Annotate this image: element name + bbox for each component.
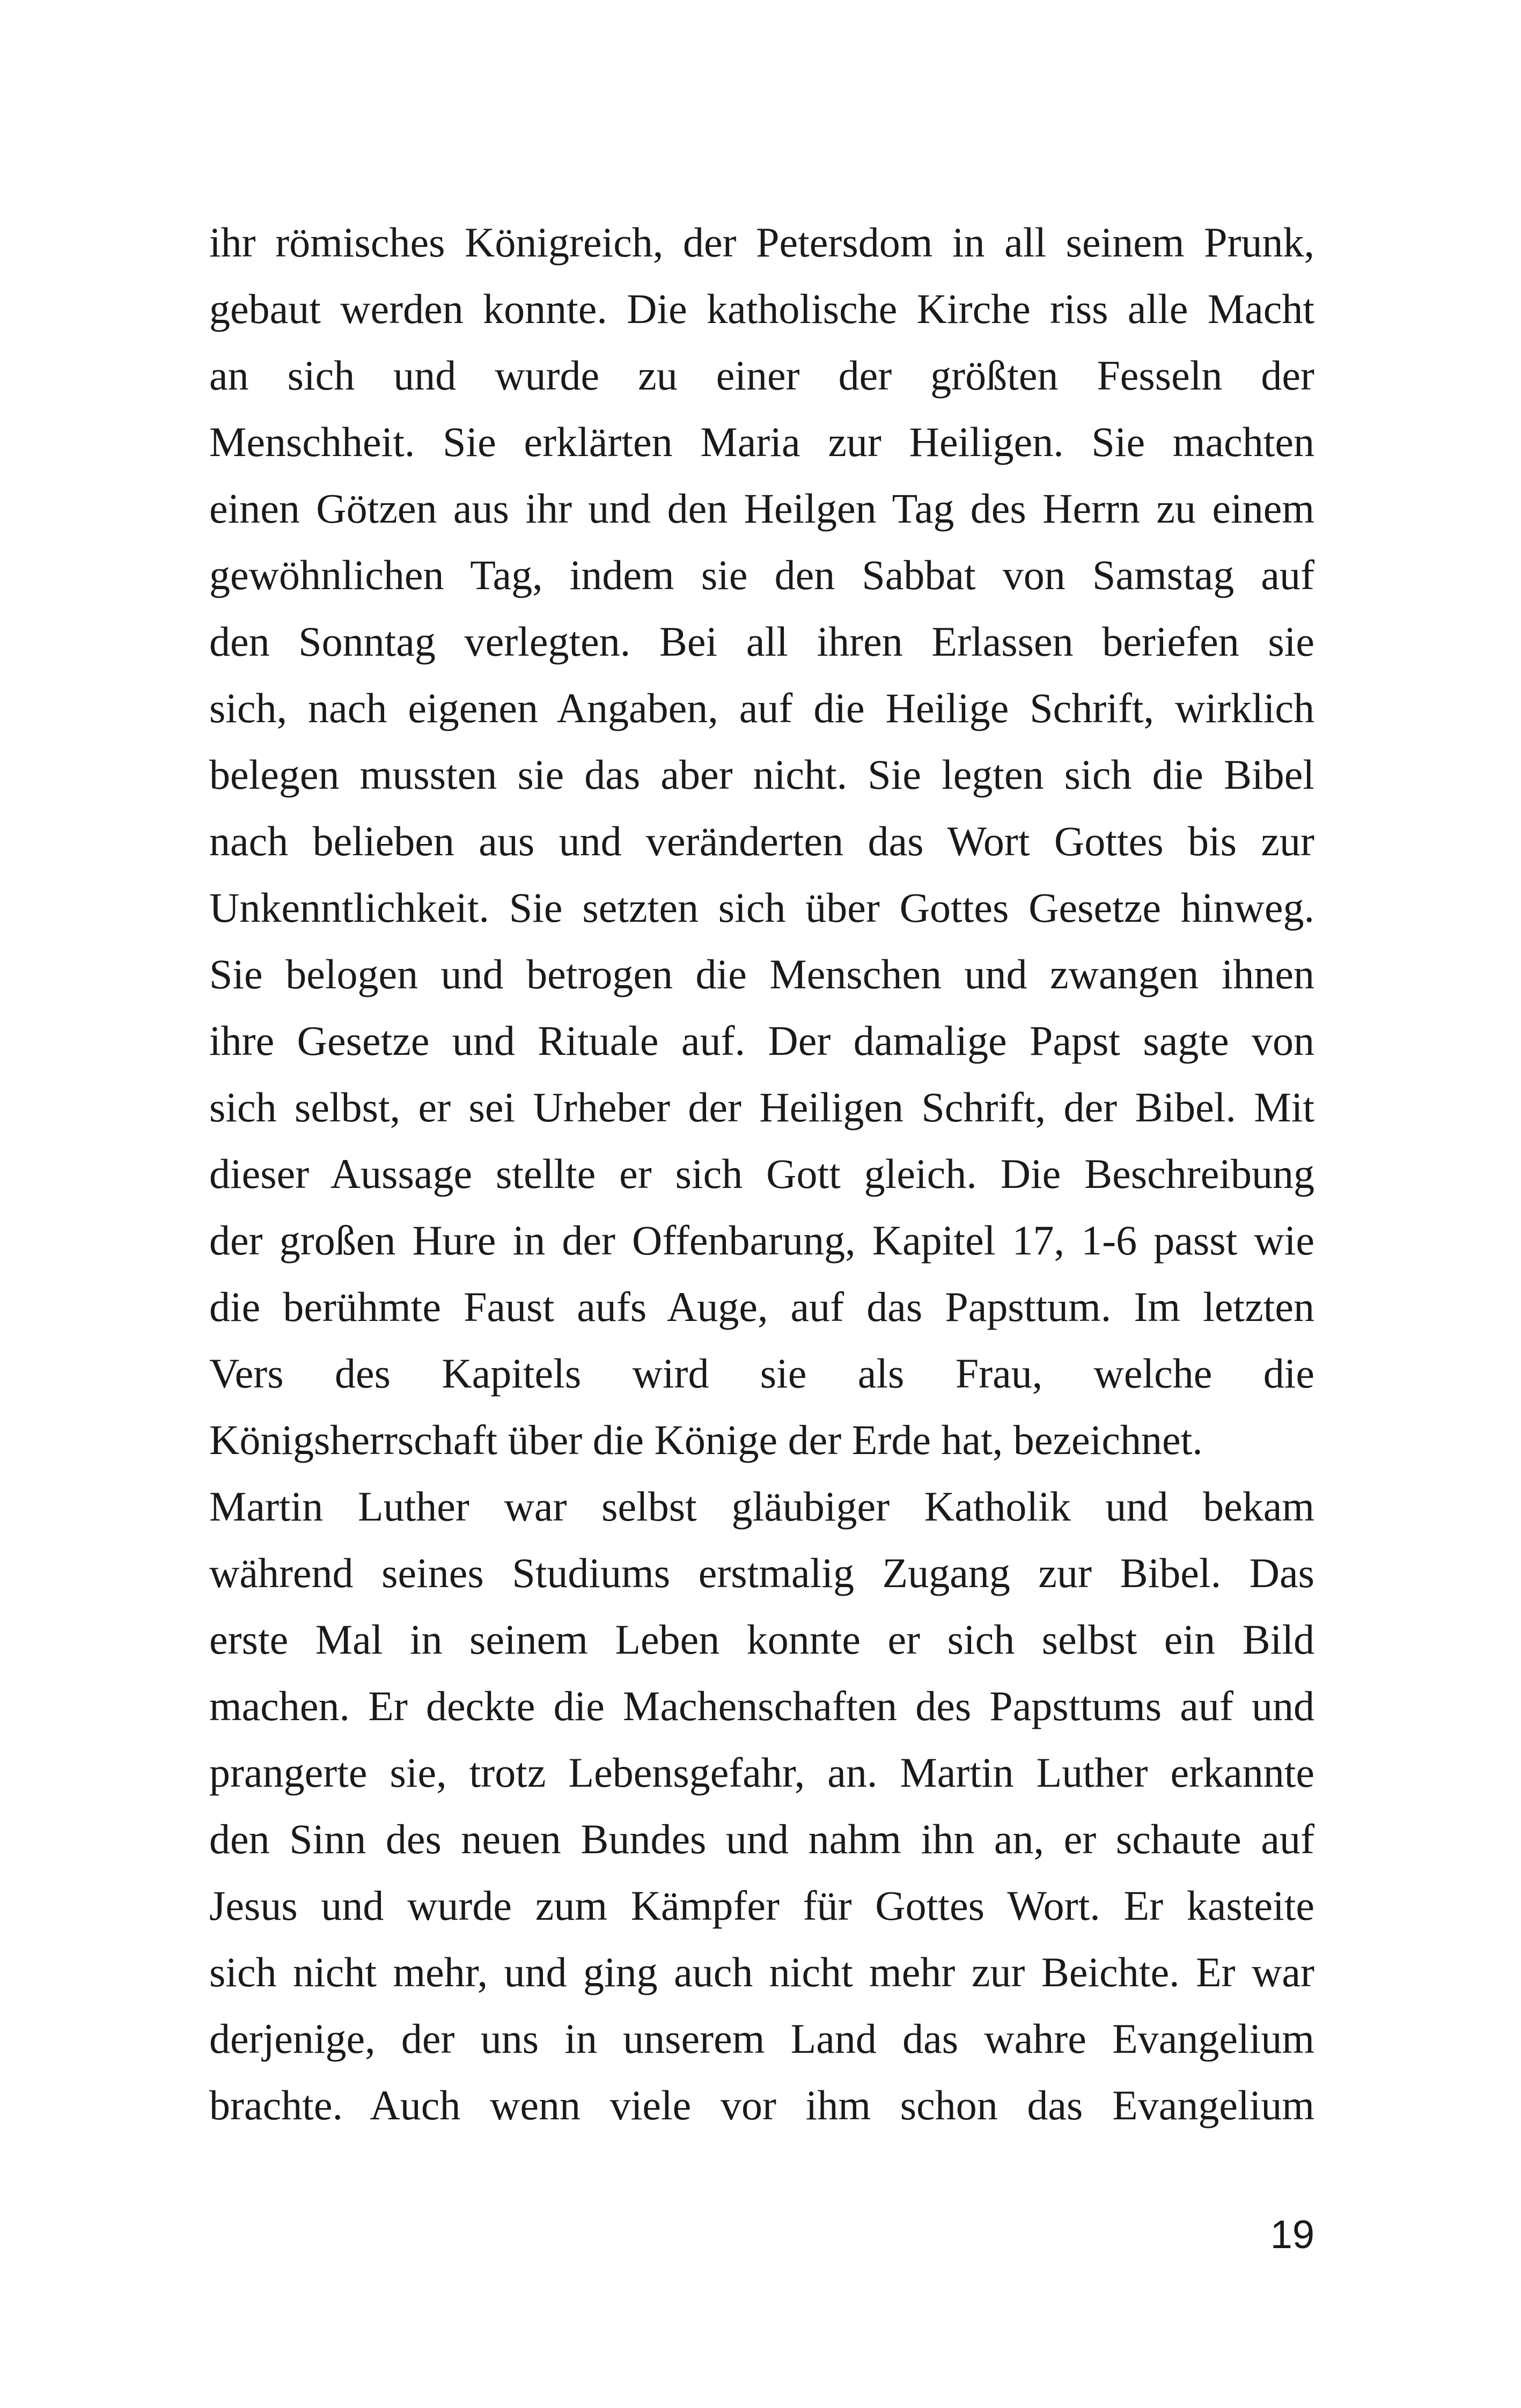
text-line: prangerte sie, trotz Lebensgefahr, an. Martin Luther erkannte (209, 1749, 1314, 1796)
text-line: nach belieben aus und veränderten das Wort Gottes bis zur (209, 818, 1314, 864)
text-line: den Sinn des neuen Bundes und nahm ihn an, er schaute auf (209, 1816, 1314, 1862)
text-line: einen Götzen aus ihr und den Heilgen Tag des Herrn zu einem (209, 485, 1314, 532)
text-line: dieser Aussage stellte er sich Gott gleich. Die Beschreibung (209, 1150, 1314, 1197)
text-line: gebaut werden konnte. Die katholische Kirche riss alle Macht (209, 285, 1314, 332)
text-line: Sie belogen und betrogen die Menschen und zwangen ihnen (209, 951, 1314, 997)
text-line: brachte. Auch wenn viele vor ihm schon das Evangelium (209, 2082, 1314, 2128)
text-line: Jesus und wurde zum Kämpfer für Gottes Wort. Er kasteite (209, 1882, 1314, 1929)
page-number: 19 (1270, 2212, 1314, 2257)
text-line: Martin Luther war selbst gläubiger Katholik und bekam (209, 1483, 1314, 1530)
text-line: belegen mussten sie das aber nicht. Sie legten sich die Bibel (209, 751, 1314, 798)
text-line: Vers des Kapitels wird sie als Frau, welche die (209, 1350, 1314, 1397)
text-line: ihr römisches Königreich, der Petersdom in all seinem Prunk, (209, 219, 1314, 266)
text-line: Unkenntlichkeit. Sie setzten sich über Gottes Gesetze hinweg. (209, 884, 1314, 931)
text-line: sich selbst, er sei Urheber der Heiligen Schrift, der Bibel. Mit (209, 1084, 1314, 1130)
text-line: derjenige, der uns in unserem Land das wahre Evangelium (209, 2015, 1314, 2062)
text-line: sich nicht mehr, und ging auch nicht mehr zur Beichte. Er war (209, 1949, 1314, 1995)
text-line: den Sonntag verlegten. Bei all ihren Erlassen beriefen sie (209, 618, 1314, 665)
text-line: erste Mal in seinem Leben konnte er sich selbst ein Bild (209, 1616, 1314, 1663)
text-line: Menschheit. Sie erklärten Maria zur Heiligen. Sie machten (209, 419, 1314, 465)
text-line: an sich und wurde zu einer der größten Fesseln der (209, 352, 1314, 399)
text-line: machen. Er deckte die Machenschaften des Papsttums auf und (209, 1683, 1314, 1729)
text-line: ihre Gesetze und Rituale auf. Der damalige Papst sagte von (209, 1017, 1314, 1064)
text-line: sich, nach eigenen Angaben, auf die Heilige Schrift, wirklich (209, 685, 1314, 731)
text-line: während seines Studiums erstmalig Zugang zur Bibel. Das (209, 1550, 1314, 1596)
text-line: der großen Hure in der Offenbarung, Kapitel 17, 1-6 passt wie (209, 1217, 1314, 1264)
text-line: Königsherrschaft über die Könige der Erde hat, bezeichnet. (209, 1416, 1203, 1463)
body-text (209, 209, 1314, 2139)
text-line: die berühmte Faust aufs Auge, auf das Papsttum. Im letzten (209, 1283, 1314, 1330)
text-line: gewöhnlichen Tag, indem sie den Sabbat von Samstag auf (209, 552, 1314, 598)
